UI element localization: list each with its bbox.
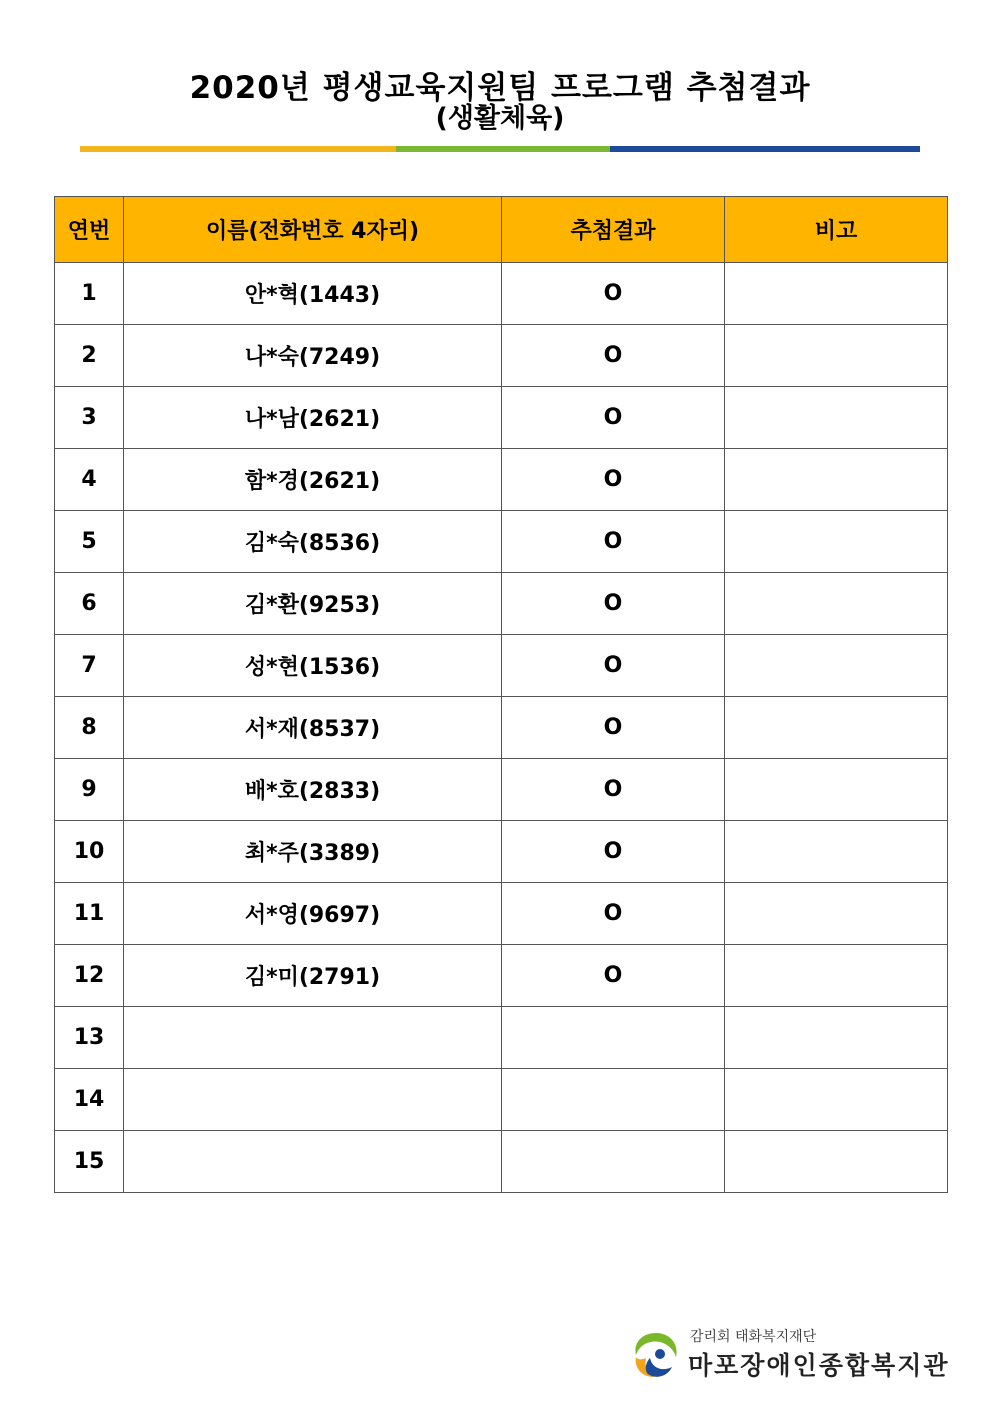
cell-note	[725, 325, 948, 387]
cell-number: 14	[55, 1069, 124, 1131]
table-row	[55, 387, 948, 449]
cell-name: 서*재(8537)	[124, 697, 502, 759]
cell-name: 나*숙(7249)	[124, 325, 502, 387]
table-row	[55, 759, 948, 821]
cell-name: 최*주(3389)	[124, 821, 502, 883]
table-row	[55, 697, 948, 759]
cell-result: O	[502, 263, 725, 325]
cell-number: 12	[55, 945, 124, 1007]
cell-name: 김*숙(8536)	[124, 511, 502, 573]
cell-name: 성*현(1536)	[124, 635, 502, 697]
cell-result: O	[502, 449, 725, 511]
org-name: 마포장애인종합복지관	[688, 1351, 950, 1380]
table-row	[55, 821, 948, 883]
column-header-note: 비고	[725, 197, 948, 263]
cell-note	[725, 1007, 948, 1069]
cell-name: 김*환(9253)	[124, 573, 502, 635]
table-row	[55, 1131, 948, 1193]
cell-number: 6	[55, 573, 124, 635]
cell-result: O	[502, 697, 725, 759]
cell-note	[725, 1131, 948, 1193]
cell-name	[124, 1007, 502, 1069]
cell-name: 나*남(2621)	[124, 387, 502, 449]
table-row	[55, 635, 948, 697]
cell-note	[725, 387, 948, 449]
cell-number: 8	[55, 697, 124, 759]
table-header-row	[55, 197, 948, 263]
cell-number: 7	[55, 635, 124, 697]
cell-note	[725, 697, 948, 759]
cell-note	[725, 821, 948, 883]
table-row	[55, 1007, 948, 1069]
cell-result: O	[502, 945, 725, 1007]
table-row	[55, 325, 948, 387]
cell-note	[725, 883, 948, 945]
cell-result: O	[502, 759, 725, 821]
cell-number: 2	[55, 325, 124, 387]
welfare-center-logo-icon	[630, 1330, 682, 1380]
cell-note	[725, 945, 948, 1007]
page-title: 2020년 평생교육지원팀 프로그램 추첨결과	[189, 70, 811, 106]
column-header-result: 추첨결과	[502, 197, 725, 263]
table-row	[55, 883, 948, 945]
cell-result: O	[502, 573, 725, 635]
cell-result: O	[502, 821, 725, 883]
cell-name: 김*미(2791)	[124, 945, 502, 1007]
cell-number: 5	[55, 511, 124, 573]
cell-result: O	[502, 387, 725, 449]
cell-name	[124, 1131, 502, 1193]
cell-result: O	[502, 325, 725, 387]
cell-number: 1	[55, 263, 124, 325]
column-header-name: 이름(전화번호 4자리)	[124, 197, 502, 263]
org-parent-name: 감리회 태화복지재단	[690, 1329, 817, 1345]
results-table	[54, 196, 948, 1193]
cell-note	[725, 511, 948, 573]
cell-number: 11	[55, 883, 124, 945]
cell-number: 10	[55, 821, 124, 883]
page-subtitle: (생활체육)	[435, 103, 565, 134]
cell-number: 9	[55, 759, 124, 821]
cell-name: 안*혁(1443)	[124, 263, 502, 325]
divider-yellow	[80, 146, 396, 152]
cell-result	[502, 1007, 725, 1069]
table-row	[55, 449, 948, 511]
table-row	[55, 945, 948, 1007]
table-row	[55, 263, 948, 325]
table-row	[55, 573, 948, 635]
cell-name	[124, 1069, 502, 1131]
cell-result	[502, 1069, 725, 1131]
cell-name: 서*영(9697)	[124, 883, 502, 945]
cell-number: 4	[55, 449, 124, 511]
cell-note	[725, 573, 948, 635]
cell-result: O	[502, 635, 725, 697]
table-row	[55, 511, 948, 573]
cell-name: 함*경(2621)	[124, 449, 502, 511]
cell-result	[502, 1131, 725, 1193]
divider-green	[396, 146, 610, 152]
cell-note	[725, 449, 948, 511]
cell-note	[725, 635, 948, 697]
cell-name: 배*호(2833)	[124, 759, 502, 821]
cell-note	[725, 263, 948, 325]
column-header-number: 연번	[55, 197, 124, 263]
cell-result: O	[502, 511, 725, 573]
footer-logo	[630, 1326, 960, 1386]
cell-result: O	[502, 883, 725, 945]
cell-number: 3	[55, 387, 124, 449]
cell-number: 15	[55, 1131, 124, 1193]
cell-number: 13	[55, 1007, 124, 1069]
cell-note	[725, 759, 948, 821]
divider-blue	[610, 146, 920, 152]
cell-note	[725, 1069, 948, 1131]
table-row	[55, 1069, 948, 1131]
